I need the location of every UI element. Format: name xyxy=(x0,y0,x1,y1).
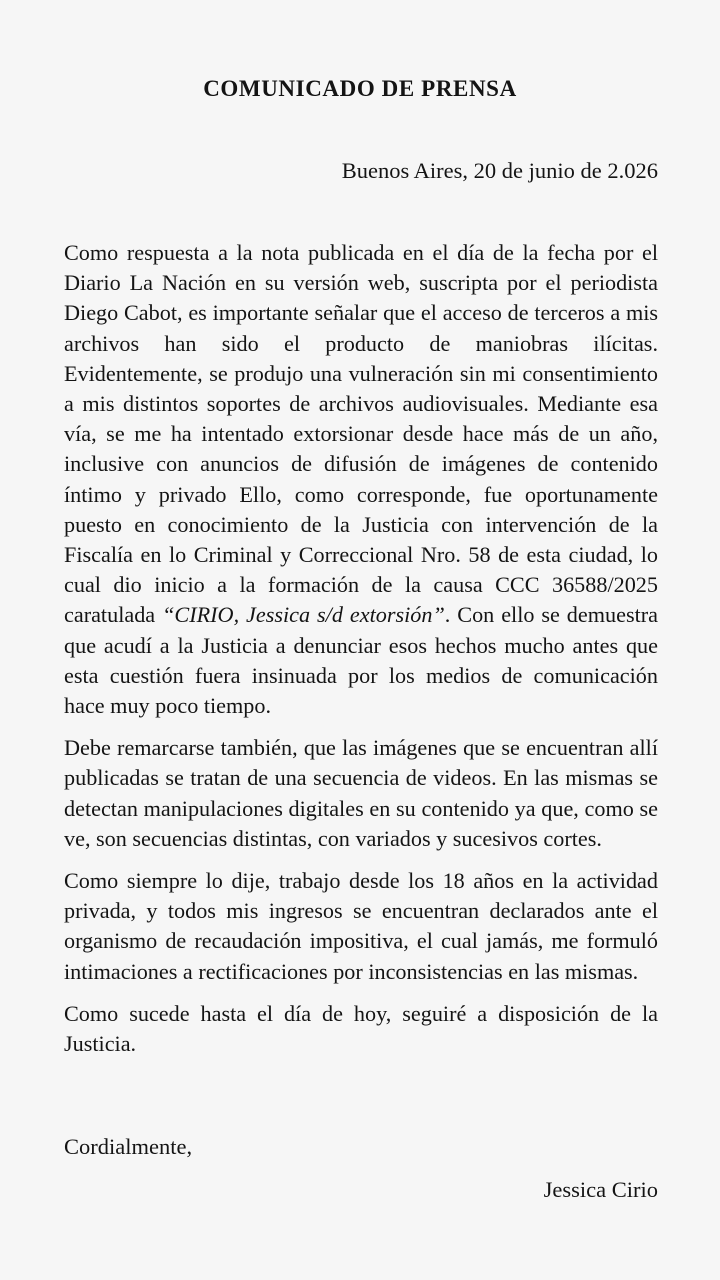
paragraph-1 xyxy=(64,238,658,721)
case-title-quote: “CIRIO, Jessica s/d extorsión” xyxy=(162,602,445,628)
paragraph-2: Debe remarcarse también, que las imágenes que se encuentran allí publicadas se tratan de una secuencia de videos. En las mismas se detectan manipulaciones digitales en su contenido ya que, como se ve, son secuencias distintas, con variados y sucesivos cortes. xyxy=(64,735,658,851)
signature: Jessica Cirio xyxy=(543,1177,658,1202)
paragraph-4: Como sucede hasta el día de hoy, seguiré a disposición de la Justicia. xyxy=(64,1000,658,1057)
dateline: Buenos Aires, 20 de junio de 2.026 xyxy=(341,158,658,183)
paragraph-3: Como siempre lo dije, trabajo desde los 18 años en la actividad privada, y todos mis ingresos se encuentran declarados ante el organismo de recaudación impositiva, el cual jamás, me formuló intimaciones a rectificaciones por inconsistencias en las mismas. xyxy=(64,868,658,984)
paragraph-1-text-end: . Con ello se demuestra que acudí a la Justicia a denunciar esos hechos mucho antes que esta cuestión fuera insinuada por los medios de comunicación hace muy poco tiempo. xyxy=(64,602,658,719)
closing-salutation: Cordialmente, xyxy=(64,1134,193,1159)
paragraph-1-text: Como respuesta a la nota publicada en el día de la fecha por el Diario La Nación en su versión web, suscripta por el periodista Diego Cabot, es importante señalar que el acceso de terceros a mis archivos han sido el producto de maniobras ilícitas. Evidentemente, se produjo una vulneración sin mi consentimiento a mis distintos soportes de archivos audiovisuales. Mediante esa vía, se me ha intentado extorsionar desde hace más de un año, inclusive con anuncios de difusión de imágenes de contenido íntimo y privado Ello, como corresponde, fue oportunamente puesto en conocimiento de la Justicia con intervención de la Fiscalía en lo Criminal y Correccional Nro. 58 de esta ciudad, lo cual dio inicio a la formación de la causa CCC 36588/2025 caratulada xyxy=(64,240,658,628)
document-body xyxy=(64,238,658,1071)
document-title: COMUNICADO DE PRENSA xyxy=(203,76,517,101)
